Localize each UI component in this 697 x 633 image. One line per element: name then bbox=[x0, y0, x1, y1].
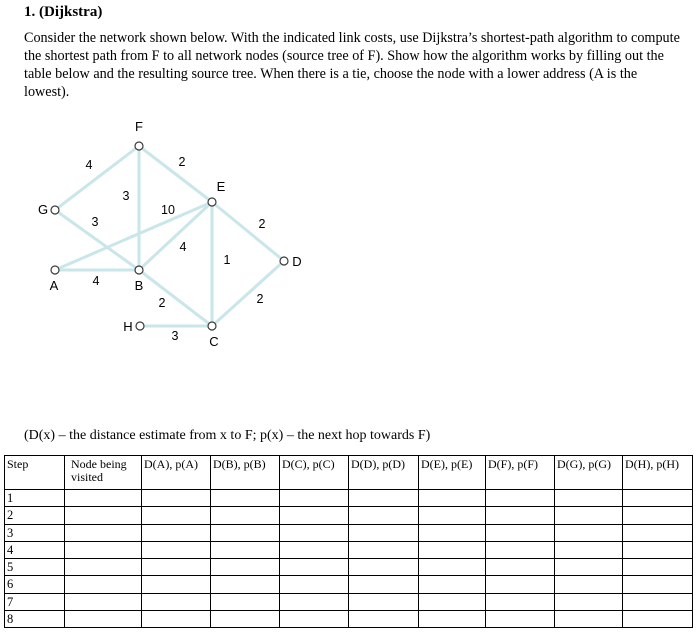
table-cell[interactable] bbox=[211, 541, 280, 558]
table-cell[interactable] bbox=[349, 593, 419, 610]
table-cell[interactable] bbox=[65, 559, 142, 576]
table-cell[interactable] bbox=[623, 611, 693, 628]
table-cell[interactable] bbox=[142, 541, 211, 558]
table-cell[interactable] bbox=[486, 524, 555, 541]
dijkstra-table bbox=[4, 455, 693, 628]
node-d-circle bbox=[280, 257, 288, 265]
edge-b-c bbox=[139, 270, 212, 326]
node-b-circle bbox=[135, 266, 143, 274]
column-header: D(C), p(C) bbox=[280, 456, 349, 490]
table-cell[interactable] bbox=[349, 559, 419, 576]
table-row bbox=[5, 611, 693, 628]
table-cell[interactable] bbox=[142, 576, 211, 593]
edge-b-e bbox=[139, 202, 212, 270]
edge-cost-b-c: 2 bbox=[158, 296, 166, 310]
step-number: 8 bbox=[5, 611, 65, 628]
table-row bbox=[5, 490, 693, 507]
edge-cost-b-e: 4 bbox=[179, 240, 187, 254]
table-row bbox=[5, 576, 693, 593]
edge-cost-h-c: 3 bbox=[171, 329, 179, 343]
graph-edges bbox=[55, 146, 284, 326]
node-f-circle bbox=[135, 142, 143, 150]
table-cell[interactable] bbox=[623, 490, 693, 507]
table-cell[interactable] bbox=[419, 576, 486, 593]
table-row bbox=[5, 593, 693, 610]
table-cell[interactable] bbox=[555, 524, 623, 541]
problem-title: 1. (Dijkstra) bbox=[24, 4, 103, 20]
step-number: 4 bbox=[5, 541, 65, 558]
table-cell[interactable] bbox=[280, 611, 349, 628]
table-cell[interactable] bbox=[555, 541, 623, 558]
column-header: D(B), p(B) bbox=[211, 456, 280, 490]
table-cell[interactable] bbox=[280, 559, 349, 576]
table-cell[interactable] bbox=[419, 611, 486, 628]
table-cell[interactable] bbox=[486, 611, 555, 628]
column-header: D(F), p(F) bbox=[486, 456, 555, 490]
table-body bbox=[5, 490, 693, 628]
graph-costs bbox=[86, 155, 266, 343]
table-cell[interactable] bbox=[65, 541, 142, 558]
table-cell[interactable] bbox=[142, 490, 211, 507]
edge-a-e bbox=[55, 202, 212, 270]
step-number: 1 bbox=[5, 490, 65, 507]
table-cell[interactable] bbox=[65, 611, 142, 628]
edge-cost-e-c: 1 bbox=[223, 253, 231, 267]
table-cell[interactable] bbox=[486, 490, 555, 507]
table-cell[interactable] bbox=[349, 524, 419, 541]
table-row bbox=[5, 541, 693, 558]
table-cell[interactable] bbox=[142, 611, 211, 628]
column-header: D(D), p(D) bbox=[349, 456, 419, 490]
table-row bbox=[5, 559, 693, 576]
node-f-label: F bbox=[135, 119, 143, 134]
table-cell[interactable] bbox=[349, 490, 419, 507]
table-cell[interactable] bbox=[65, 507, 142, 524]
node-a-label: A bbox=[49, 278, 59, 293]
edge-cost-f-e: 2 bbox=[178, 155, 186, 169]
node-b-label: B bbox=[134, 278, 144, 293]
step-number: 7 bbox=[5, 593, 65, 610]
table-cell[interactable] bbox=[142, 524, 211, 541]
table-cell[interactable] bbox=[142, 593, 211, 610]
column-header: D(E), p(E) bbox=[419, 456, 486, 490]
table-cell[interactable] bbox=[211, 490, 280, 507]
edge-cost-e-d: 2 bbox=[258, 217, 266, 231]
column-header: Step bbox=[5, 456, 65, 490]
table-cell[interactable] bbox=[486, 593, 555, 610]
table-cell[interactable] bbox=[280, 593, 349, 610]
table-row bbox=[5, 524, 693, 541]
table-cell[interactable] bbox=[623, 593, 693, 610]
table-cell[interactable] bbox=[555, 559, 623, 576]
table-cell[interactable] bbox=[280, 524, 349, 541]
table-cell[interactable] bbox=[419, 593, 486, 610]
node-c-circle bbox=[208, 322, 216, 330]
table-cell[interactable] bbox=[486, 559, 555, 576]
table-row bbox=[5, 507, 693, 524]
table-legend: (D(x) – the distance estimate from x to F; p(x) – the next hop towards F) bbox=[24, 428, 431, 443]
table-cell[interactable] bbox=[142, 559, 211, 576]
table-cell[interactable] bbox=[65, 524, 142, 541]
edge-cost-c-d: 2 bbox=[256, 292, 264, 306]
step-number: 5 bbox=[5, 559, 65, 576]
table-cell[interactable] bbox=[211, 576, 280, 593]
column-header: Node being visited bbox=[65, 456, 142, 490]
edge-cost-a-e: 10 bbox=[161, 203, 175, 217]
table-cell[interactable] bbox=[419, 524, 486, 541]
table-cell[interactable] bbox=[211, 611, 280, 628]
table-cell[interactable] bbox=[419, 507, 486, 524]
node-e-circle bbox=[208, 198, 216, 206]
node-e-label: E bbox=[216, 179, 226, 194]
network-graph bbox=[0, 110, 697, 360]
node-a-circle bbox=[51, 266, 59, 274]
table-cell[interactable] bbox=[142, 507, 211, 524]
step-number: 3 bbox=[5, 524, 65, 541]
table-cell[interactable] bbox=[623, 559, 693, 576]
graph-nodes bbox=[38, 119, 302, 349]
table-cell[interactable] bbox=[623, 576, 693, 593]
edge-f-e bbox=[139, 146, 212, 202]
table-cell[interactable] bbox=[65, 490, 142, 507]
table-cell[interactable] bbox=[211, 507, 280, 524]
table-cell[interactable] bbox=[419, 490, 486, 507]
table-header-row bbox=[5, 456, 693, 490]
table-cell[interactable] bbox=[349, 507, 419, 524]
problem-statement: Consider the network shown below. With the indicated link costs, use Dijkstra’s shortest-path algorithm to compute the shortest path from F to all network nodes (source tree of F). Show how the algorithm works by filling out the table below and the resulting source tree. When there is a tie, choose the node with a lower address (A is the lowest). bbox=[24, 30, 680, 100]
table-cell[interactable] bbox=[486, 576, 555, 593]
edge-c-d bbox=[212, 261, 284, 326]
node-h-circle bbox=[136, 322, 144, 330]
column-header: D(G), p(G) bbox=[555, 456, 623, 490]
table-cell[interactable] bbox=[280, 507, 349, 524]
table-cell[interactable] bbox=[623, 507, 693, 524]
node-g-circle bbox=[51, 206, 59, 214]
table-cell[interactable] bbox=[486, 507, 555, 524]
node-h-label: H bbox=[123, 319, 133, 334]
table-cell[interactable] bbox=[349, 576, 419, 593]
table-cell[interactable] bbox=[419, 541, 486, 558]
table-cell[interactable] bbox=[555, 593, 623, 610]
step-number: 2 bbox=[5, 507, 65, 524]
table-cell[interactable] bbox=[555, 611, 623, 628]
table-cell[interactable] bbox=[65, 576, 142, 593]
column-header: D(H), p(H) bbox=[623, 456, 693, 490]
table-cell[interactable] bbox=[211, 559, 280, 576]
edge-cost-f-b: 3 bbox=[122, 189, 130, 203]
table-cell[interactable] bbox=[623, 524, 693, 541]
table-cell[interactable] bbox=[211, 593, 280, 610]
step-number: 6 bbox=[5, 576, 65, 593]
edge-cost-a-b: 4 bbox=[92, 274, 100, 288]
table-cell[interactable] bbox=[280, 541, 349, 558]
table-cell[interactable] bbox=[349, 541, 419, 558]
table-cell[interactable] bbox=[486, 541, 555, 558]
node-c-label: C bbox=[209, 334, 219, 349]
edge-cost-g-f: 4 bbox=[85, 158, 93, 172]
table-cell[interactable] bbox=[555, 576, 623, 593]
column-header: D(A), p(A) bbox=[142, 456, 211, 490]
node-d-label: D bbox=[292, 254, 302, 269]
edge-cost-g-b: 3 bbox=[91, 215, 99, 229]
table-cell[interactable] bbox=[623, 541, 693, 558]
table-cell[interactable] bbox=[419, 559, 486, 576]
table-cell[interactable] bbox=[349, 611, 419, 628]
table-cell[interactable] bbox=[65, 593, 142, 610]
table-cell[interactable] bbox=[280, 576, 349, 593]
table-cell[interactable] bbox=[555, 490, 623, 507]
table-cell[interactable] bbox=[555, 507, 623, 524]
node-g-label: G bbox=[37, 202, 49, 217]
table-cell[interactable] bbox=[280, 490, 349, 507]
table-cell[interactable] bbox=[211, 524, 280, 541]
